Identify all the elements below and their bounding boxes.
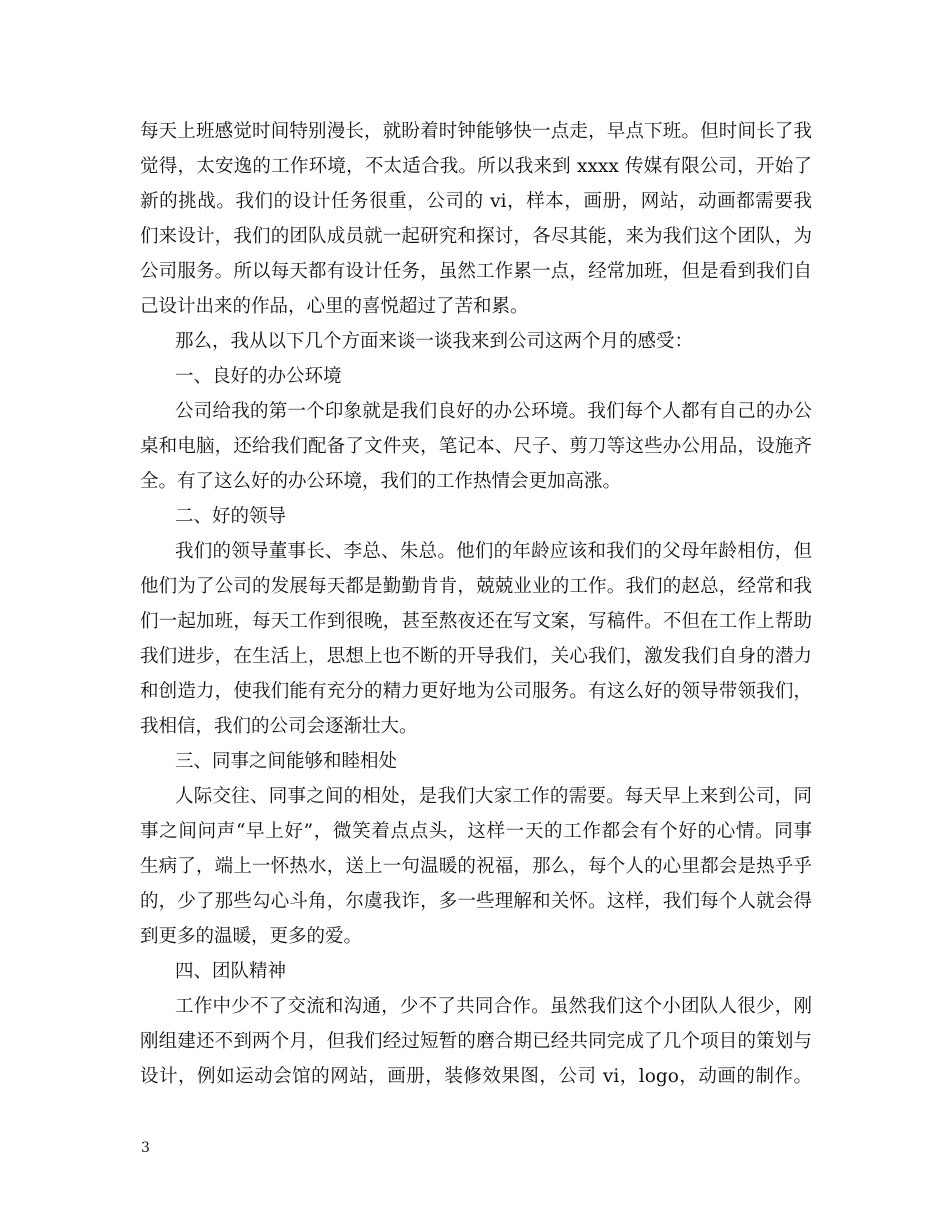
text-line: 新的挑战。我们的设计任务很重，公司的 vi，样本，画册，网站，动画都需要我 (140, 191, 812, 212)
text-line: 我相信，我们的公司会逐渐壮大。 (140, 716, 418, 737)
text-line: 桌和电脑，还给我们配备了文件夹，笔记本、尺子、剪刀等这些办公用品，设施齐 (140, 436, 812, 457)
text-line: 刚组建还不到两个月，但我们经过短暂的磨合期已经共同完成了几个项目的策划与 (140, 1031, 812, 1052)
text-line: 每天上班感觉时间特别漫长，就盼着时钟能够快一点走，早点下班。但时间长了我 (140, 121, 812, 142)
text-line: 公司服务。所以每天都有设计任务，虽然工作累一点，经常加班，但是看到我们自 (140, 261, 812, 282)
text-line: 己设计出来的作品，心里的喜悦超过了苦和累。 (140, 296, 529, 317)
text-line: 觉得，太安逸的工作环境，不太适合我。所以我来到 xxxx 传媒有限公司，开始了 (140, 156, 812, 177)
section-heading: 二、好的领导 (175, 506, 287, 527)
text-line: 们一起加班，每天工作到很晚，甚至熬夜还在写文案，写稿件。不但在工作上帮助 (140, 611, 812, 632)
text-line: 工作中少不了交流和沟通，少不了共同合作。虽然我们这个小团队人很少，刚 (175, 996, 812, 1017)
text-line: 全。有了这么好的办公环境，我们的工作热情会更加高涨。 (140, 471, 622, 492)
text-line: 那么，我从以下几个方面来谈一谈我来到公司这两个月的感受： (175, 331, 694, 352)
document-body (140, 114, 812, 1094)
text-line: 人际交往、同事之间的相处，是我们大家工作的需要。每天早上来到公司，同 (175, 786, 812, 807)
text-line: 公司给我的第一个印象就是我们良好的办公环境。我们每个人都有自己的办公 (175, 401, 812, 422)
text-line: 我们进步，在生活上，思想上也不断的开导我们，关心我们，激发我们自身的潜力 (140, 646, 812, 667)
text-line: 们来设计，我们的团队成员就一起研究和探讨，各尽其能，来为我们这个团队，为 (140, 226, 812, 247)
section-heading: 四、团队精神 (175, 961, 287, 982)
page-number: 3 (141, 1140, 150, 1156)
text-line: 他们为了公司的发展每天都是勤勤肯肯，兢兢业业的工作。我们的赵总，经常和我 (140, 576, 812, 597)
text-line: 事之间问声“早上好”，微笑着点点头，这样一天的工作都会有个好的心情。同事 (140, 821, 812, 842)
text-line: 到更多的温暖，更多的爱。 (140, 926, 363, 947)
text-line: 设计，例如运动会馆的网站，画册，装修效果图，公司 vi，logo，动画的制作。 (140, 1066, 812, 1087)
section-heading: 三、同事之间能够和睦相处 (175, 751, 398, 772)
section-heading: 一、良好的办公环境 (175, 366, 342, 387)
text-line: 和创造力，使我们能有充分的精力更好地为公司服务。有这么好的领导带领我们， (140, 681, 812, 702)
text-line: 生病了，端上一怀热水，送上一句温暖的祝福，那么，每个人的心里都会是热乎乎 (140, 856, 812, 877)
text-line: 我们的领导董事长、李总、朱总。他们的年龄应该和我们的父母年龄相仿，但 (175, 541, 812, 562)
text-line: 的，少了那些勾心斗角，尔虞我诈，多一些理解和关怀。这样，我们每个人就会得 (140, 891, 812, 912)
